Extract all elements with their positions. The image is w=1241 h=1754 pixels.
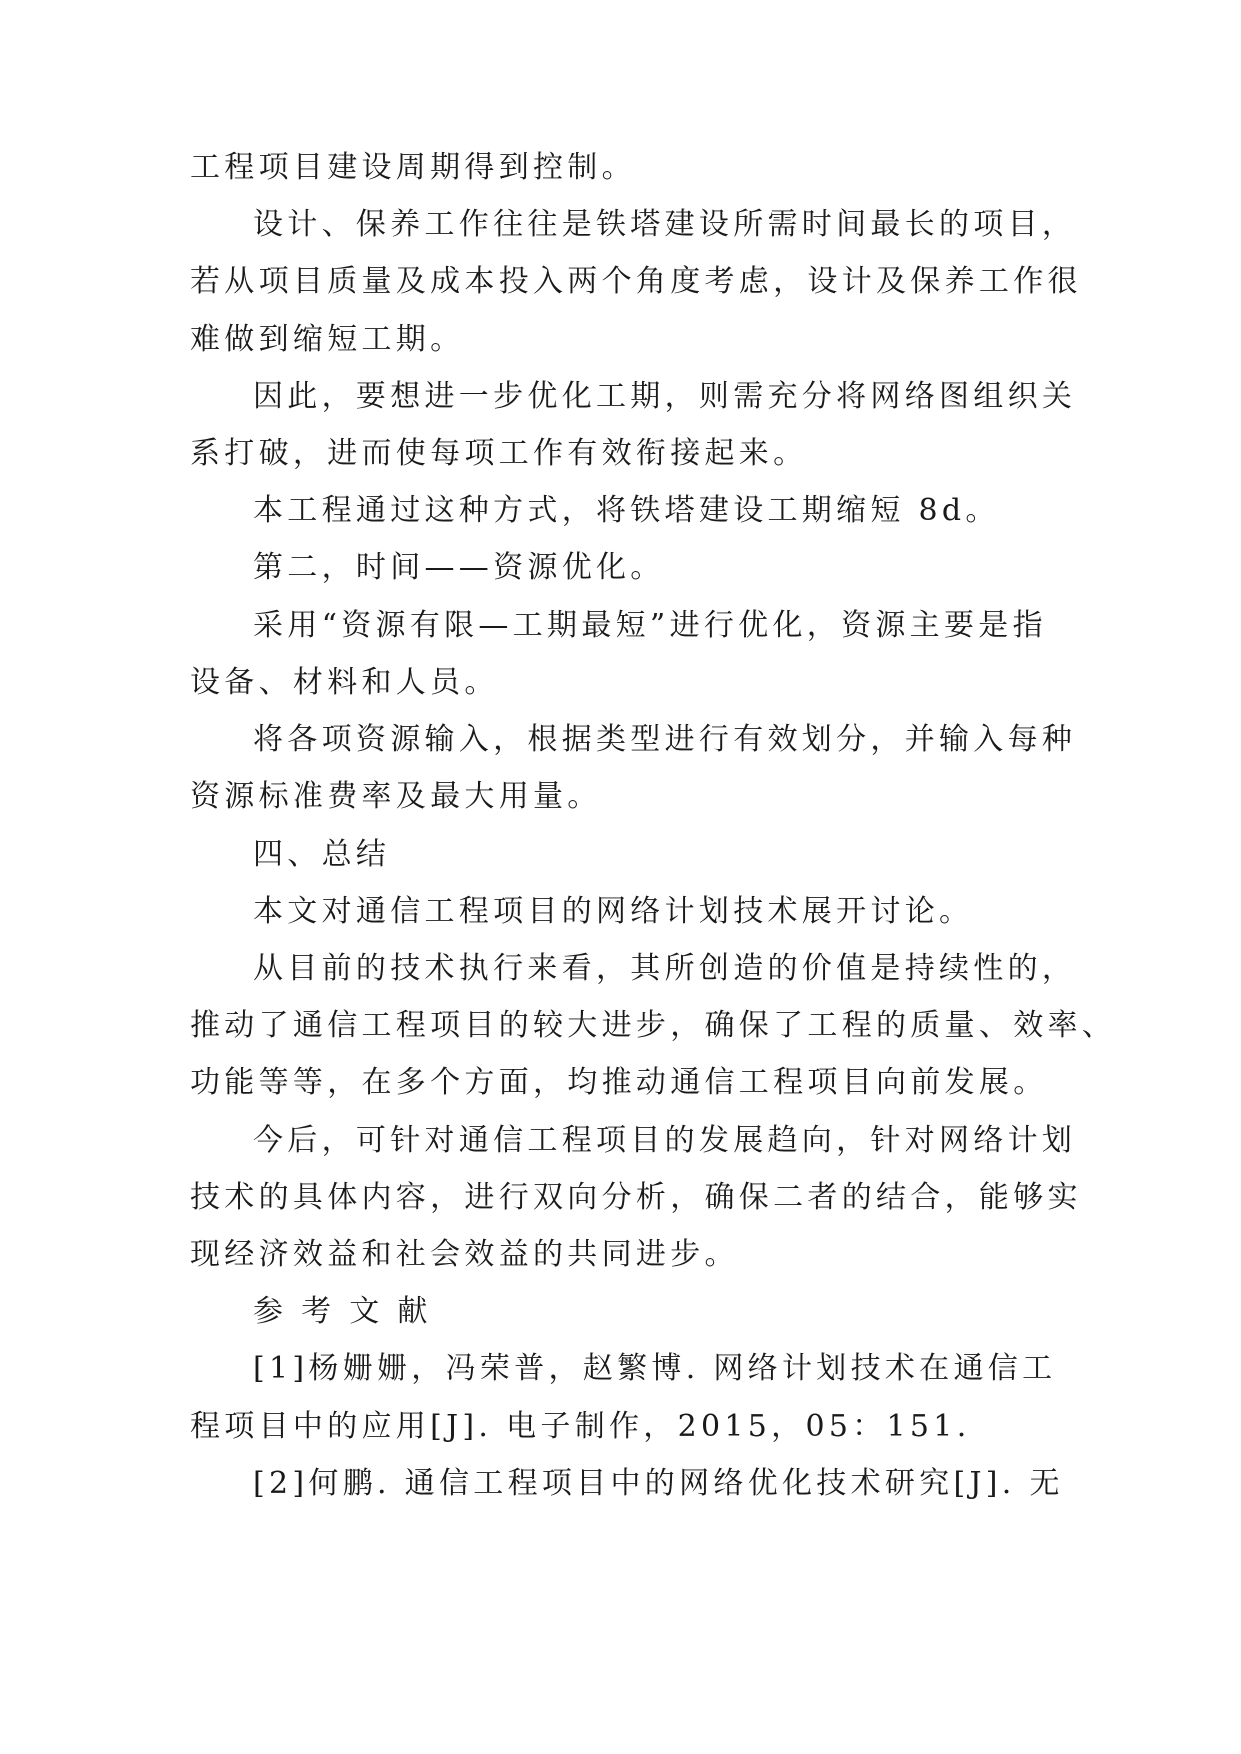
body-text-line: 工程项目建设周期得到控制。 (190, 150, 636, 185)
body-text-line: 若从项目质量及成本投入两个角度考虑，设计及保养工作很 (190, 264, 1082, 299)
paragraph-first-line: 本工程通过这种方式，将铁塔建设工期缩短 8d。 (253, 493, 1000, 528)
body-text-line: 推动了通信工程项目的较大进步，确保了工程的质量、效率、 (190, 1008, 1117, 1043)
body-text-line: 资源标准费率及最大用量。 (190, 779, 602, 814)
body-text-line: 设备、材料和人员。 (190, 665, 499, 700)
paragraph-first-line: 从目前的技术执行来看，其所创造的价值是持续性的， (253, 951, 1077, 986)
reference-entry: [2]何鹏. 通信工程项目中的网络优化技术研究[J]. 无 (253, 1466, 1064, 1501)
references-heading: 参 考 文 献 (253, 1294, 432, 1329)
paragraph-first-line: 第二，时间——资源优化。 (253, 550, 665, 585)
paragraph-first-line: 设计、保养工作往往是铁塔建设所需时间最长的项目， (253, 207, 1077, 242)
paragraph-first-line: 今后，可针对通信工程项目的发展趋向，针对网络计划 (253, 1123, 1077, 1158)
paragraph-first-line: 采用“资源有限—工期最短”进行优化，资源主要是指 (253, 608, 1047, 643)
reference-entry: [1]杨姗姗，冯荣普，赵繁博. 网络计划技术在通信工 (253, 1351, 1057, 1386)
paragraph-first-line: 本文对通信工程项目的网络计划技术展开讨论。 (253, 894, 974, 929)
body-text-line: 系打破，进而使每项工作有效衔接起来。 (190, 436, 808, 471)
body-text-line: 难做到缩短工期。 (190, 322, 465, 357)
body-text-line: 现经济效益和社会效益的共同进步。 (190, 1237, 739, 1272)
section-heading: 四、总结 (253, 837, 391, 872)
body-text-line: 功能等等，在多个方面，均推动通信工程项目向前发展。 (190, 1065, 1048, 1100)
body-text-line: 技术的具体内容，进行双向分析，确保二者的结合，能够实 (190, 1180, 1082, 1215)
reference-entry-continued: 程项目中的应用[J]. 电子制作，2015，05：151. (190, 1409, 971, 1444)
paragraph-first-line: 因此，要想进一步优化工期，则需充分将网络图组织关 (253, 379, 1077, 414)
paragraph-first-line: 将各项资源输入，根据类型进行有效划分，并输入每种 (253, 722, 1077, 757)
